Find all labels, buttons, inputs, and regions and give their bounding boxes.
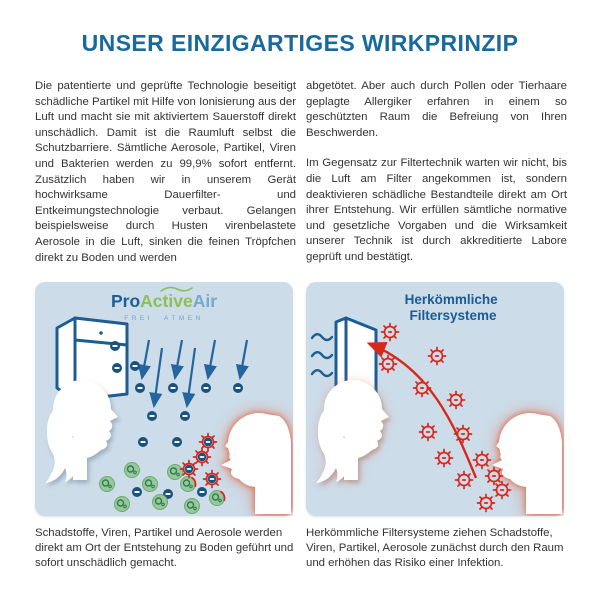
ion-particle-icon: [180, 411, 190, 421]
oxygen-particle-icon: [168, 465, 183, 480]
virus-icon: [204, 471, 221, 488]
down-arrow-icon: [240, 340, 247, 378]
virus-icon: [486, 468, 503, 485]
ion-particle-icon: [233, 383, 243, 393]
neutralized-virus-icon: [181, 477, 196, 492]
ion-particle-icon: [147, 411, 157, 421]
virus-icon: [448, 392, 465, 409]
oxygen-particle-icon: [185, 499, 200, 514]
paragraph: Im Gegensatz zur Filtertechnik warten wir nicht, bis die Luft am Filter angekommen ist, sondern deaktivieren schädliche Bestandteile direkt am Ort ihrer Entstehung. Wir erfüllen sämtliche normative und gesetzliche Vorgaben und die Wirksamkeit unserer Technik ist durch akkreditierte Labore geprüft und bestätigt.: [306, 157, 567, 263]
ion-particle-icon: [138, 437, 148, 447]
virus-particles: [380, 324, 511, 512]
down-arrow-icon: [142, 340, 149, 378]
oxygen-particle-icon: [153, 495, 168, 510]
down-arrow-icon: [187, 348, 195, 406]
panel-heading: [405, 292, 502, 323]
logo-active: Active: [140, 291, 193, 311]
female-silhouette: [45, 380, 118, 483]
proactiveair-logo: [111, 287, 217, 322]
paragraph: abgetötet. Aber auch durch Pollen oder Tierhaare geplagte Allergiker erfahren in einem so geschützten Raum die Befreiung von Ihren Beschwerden.: [306, 80, 567, 139]
logo-pro: Pro: [110, 291, 141, 311]
panel-heading-line2: Filtersysteme: [409, 308, 497, 323]
ion-particle-icon: [110, 341, 120, 351]
oxygen-particles: [100, 463, 225, 514]
female-silhouette: [316, 380, 389, 483]
virus-icon: [494, 482, 511, 499]
oxygen-particle-icon: [125, 463, 140, 478]
body-text-right-column: [306, 79, 567, 281]
virus-icon: [420, 424, 437, 441]
virus-icon: [436, 450, 453, 467]
virus-icon: [429, 348, 446, 365]
down-arrow-icon: [208, 340, 215, 378]
virus-icon: [380, 356, 397, 373]
virus-icon: [181, 461, 198, 478]
down-arrow-icon: [175, 340, 182, 378]
ion-particle-icon: [168, 383, 178, 393]
proactiveair-diagram-panel: [35, 282, 293, 516]
down-arrow-icon: [154, 348, 162, 406]
ion-particle-icon: [201, 383, 211, 393]
panel-heading-line1: Herkömmliche: [404, 292, 498, 307]
oxygen-particle-icon: [100, 477, 115, 492]
logo-air: Air: [192, 291, 218, 311]
neutralized-virus-icon: [210, 491, 225, 506]
airflow-wave-icon: [312, 334, 332, 376]
virus-icon: [194, 449, 211, 466]
caption-right: Herkömmliche Filtersysteme ziehen Schadstoffe, Viren, Partikel, Aerosole zunächst durch den Raum und erhöhen das Risiko einer Infektion.: [306, 527, 564, 570]
male-silhouette: [221, 413, 291, 514]
paragraph: Die patentierte und geprüfte Technologie beseitigt schädliche Partikel mit Hilfe von Ionisierung aus der Luft und macht sie mit aktiviertem Sauerstoff direkt unschädlich. Damit ist die Raumluft selbst die Schutzbarriere. Sämtliche Aerosole, Partikel, Viren und Bakterien werden zu 99,9% sofort entfernt. Zusätzlich haben wir in unserem Gerät hochwirksame Dauerfilter- und Entkeimungstechnologie verbaut. Gelangen beispielsweise durch Husten virenbelastete Aerosole in die Luft, sinken die feinen Tröpfchen direkt zu Boden und werden: [35, 80, 296, 264]
virus-icon: [382, 324, 399, 341]
filter-system-diagram: [306, 282, 564, 516]
virus-icon: [456, 472, 473, 489]
ion-particle-icon: [130, 361, 140, 371]
ion-particle-icon: [112, 363, 122, 373]
virus-icon: [474, 452, 491, 469]
ionized-air-arrows: [142, 340, 247, 406]
ion-particle-icon: [132, 487, 142, 497]
body-text-left-column: [35, 79, 296, 281]
ion-particle-icon: [197, 487, 207, 497]
virus-icon: [455, 426, 472, 443]
filter-system-diagram-panel: [306, 282, 564, 516]
page-title: UNSER EINZIGARTIGES WIRKPRINZIP: [81, 30, 519, 56]
logo-tagline: FREI ATMEN: [124, 315, 204, 322]
virus-icon: [414, 380, 431, 397]
ion-particle-icon: [135, 383, 145, 393]
virus-icon: [478, 495, 495, 512]
caption-left: Schadstoffe, Viren, Partikel und Aerosole werden direkt am Ort der Entstehung zu Boden geführt und sofort unschädlich gemacht.: [35, 527, 294, 570]
svg-text:ProActiveAir: [111, 291, 217, 311]
ion-particle-icon: [172, 437, 182, 447]
oxygen-particle-icon: [143, 477, 158, 492]
oxygen-particle-icon: [115, 497, 130, 512]
proactiveair-diagram: [35, 282, 293, 516]
